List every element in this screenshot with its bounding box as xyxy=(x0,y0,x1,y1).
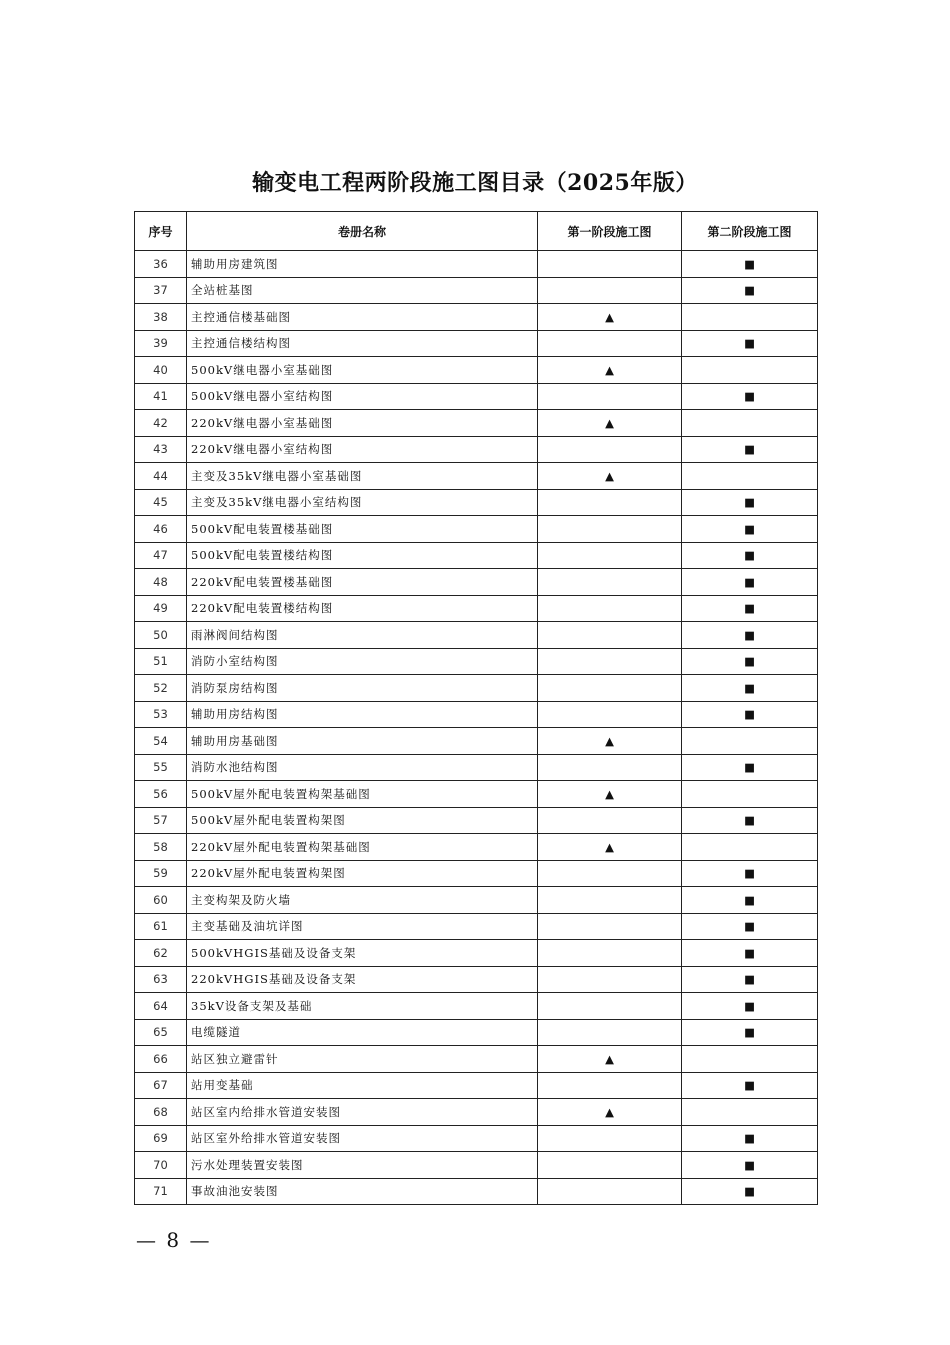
row-stage1-mark xyxy=(538,754,682,781)
row-seq: 36 xyxy=(135,251,187,278)
row-stage2-mark: ■ xyxy=(682,383,818,410)
row-stage1-mark xyxy=(538,860,682,887)
row-stage1-mark xyxy=(538,675,682,702)
row-volume-name: 事故油池安装图 xyxy=(187,1178,538,1205)
row-seq: 48 xyxy=(135,569,187,596)
table-row xyxy=(135,330,818,357)
row-volume-name: 辅助用房结构图 xyxy=(187,701,538,728)
row-stage1-mark xyxy=(538,940,682,967)
row-stage1-mark xyxy=(538,966,682,993)
row-seq: 40 xyxy=(135,357,187,384)
row-volume-name: 500kV屋外配电装置构架基础图 xyxy=(187,781,538,808)
row-stage1-mark xyxy=(538,330,682,357)
row-stage2-mark: ■ xyxy=(682,940,818,967)
row-stage2-mark: ■ xyxy=(682,516,818,543)
row-stage1-mark: ▲ xyxy=(538,1046,682,1073)
table-row xyxy=(135,622,818,649)
row-volume-name: 220kV屋外配电装置构架基础图 xyxy=(187,834,538,861)
row-stage2-mark: ■ xyxy=(682,1072,818,1099)
row-seq: 60 xyxy=(135,887,187,914)
row-stage2-mark xyxy=(682,1099,818,1126)
table-row xyxy=(135,463,818,490)
row-stage1-mark xyxy=(538,648,682,675)
table-body xyxy=(135,251,818,1205)
table-header-row xyxy=(135,212,818,251)
row-stage1-mark xyxy=(538,542,682,569)
row-stage2-mark xyxy=(682,834,818,861)
header-stage2: 第二阶段施工图 xyxy=(682,212,818,251)
table-row xyxy=(135,595,818,622)
table-row xyxy=(135,1046,818,1073)
table-row xyxy=(135,648,818,675)
row-stage2-mark xyxy=(682,410,818,437)
table-row xyxy=(135,542,818,569)
drawing-catalog-table xyxy=(134,211,818,1205)
row-volume-name: 辅助用房基础图 xyxy=(187,728,538,755)
table-row xyxy=(135,1178,818,1205)
row-seq: 54 xyxy=(135,728,187,755)
row-stage2-mark xyxy=(682,357,818,384)
row-stage1-mark xyxy=(538,887,682,914)
row-stage2-mark: ■ xyxy=(682,1019,818,1046)
row-volume-name: 消防水池结构图 xyxy=(187,754,538,781)
row-seq: 46 xyxy=(135,516,187,543)
row-stage1-mark xyxy=(538,913,682,940)
row-stage1-mark xyxy=(538,595,682,622)
row-seq: 59 xyxy=(135,860,187,887)
row-stage1-mark xyxy=(538,993,682,1020)
row-stage2-mark xyxy=(682,1046,818,1073)
row-stage1-mark: ▲ xyxy=(538,304,682,331)
row-stage2-mark: ■ xyxy=(682,622,818,649)
row-seq: 42 xyxy=(135,410,187,437)
row-seq: 52 xyxy=(135,675,187,702)
row-stage1-mark xyxy=(538,701,682,728)
table-row xyxy=(135,807,818,834)
page-number: — 8 — xyxy=(136,1228,212,1252)
table-row xyxy=(135,701,818,728)
header-stage1: 第一阶段施工图 xyxy=(538,212,682,251)
row-stage2-mark: ■ xyxy=(682,569,818,596)
row-stage2-mark: ■ xyxy=(682,277,818,304)
table-row xyxy=(135,277,818,304)
row-volume-name: 雨淋阀间结构图 xyxy=(187,622,538,649)
row-stage2-mark: ■ xyxy=(682,595,818,622)
row-volume-name: 主控通信楼基础图 xyxy=(187,304,538,331)
row-volume-name: 站区室外给排水管道安装图 xyxy=(187,1125,538,1152)
table-row xyxy=(135,304,818,331)
row-stage2-mark: ■ xyxy=(682,860,818,887)
row-stage1-mark: ▲ xyxy=(538,357,682,384)
row-stage2-mark xyxy=(682,304,818,331)
row-stage2-mark: ■ xyxy=(682,1152,818,1179)
table-row xyxy=(135,675,818,702)
row-volume-name: 500kV继电器小室基础图 xyxy=(187,357,538,384)
row-seq: 37 xyxy=(135,277,187,304)
row-stage1-mark xyxy=(538,1019,682,1046)
row-seq: 47 xyxy=(135,542,187,569)
table-row xyxy=(135,516,818,543)
row-stage2-mark xyxy=(682,728,818,755)
row-seq: 64 xyxy=(135,993,187,1020)
row-seq: 53 xyxy=(135,701,187,728)
row-seq: 43 xyxy=(135,436,187,463)
row-stage2-mark: ■ xyxy=(682,966,818,993)
table-row xyxy=(135,569,818,596)
table-row xyxy=(135,754,818,781)
table-row xyxy=(135,251,818,278)
row-stage2-mark: ■ xyxy=(682,807,818,834)
row-seq: 71 xyxy=(135,1178,187,1205)
row-seq: 55 xyxy=(135,754,187,781)
row-stage1-mark xyxy=(538,622,682,649)
row-volume-name: 220kV配电装置楼基础图 xyxy=(187,569,538,596)
row-stage1-mark: ▲ xyxy=(538,781,682,808)
row-stage2-mark: ■ xyxy=(682,675,818,702)
row-stage2-mark: ■ xyxy=(682,542,818,569)
row-stage2-mark xyxy=(682,781,818,808)
row-volume-name: 220kV继电器小室结构图 xyxy=(187,436,538,463)
row-stage2-mark: ■ xyxy=(682,887,818,914)
row-seq: 44 xyxy=(135,463,187,490)
table-row xyxy=(135,966,818,993)
row-volume-name: 站用变基础 xyxy=(187,1072,538,1099)
row-seq: 62 xyxy=(135,940,187,967)
row-volume-name: 220kV配电装置楼结构图 xyxy=(187,595,538,622)
row-stage1-mark xyxy=(538,516,682,543)
row-stage2-mark: ■ xyxy=(682,1125,818,1152)
row-volume-name: 220kV继电器小室基础图 xyxy=(187,410,538,437)
table-row xyxy=(135,887,818,914)
table-row xyxy=(135,1072,818,1099)
row-volume-name: 消防小室结构图 xyxy=(187,648,538,675)
row-volume-name: 主变基础及油坑详图 xyxy=(187,913,538,940)
page-title: 输变电工程两阶段施工图目录（2025年版） xyxy=(252,170,698,196)
table-row xyxy=(135,357,818,384)
row-volume-name: 主变及35kV继电器小室基础图 xyxy=(187,463,538,490)
row-stage2-mark: ■ xyxy=(682,330,818,357)
row-volume-name: 全站桩基图 xyxy=(187,277,538,304)
row-volume-name: 辅助用房建筑图 xyxy=(187,251,538,278)
row-stage1-mark xyxy=(538,1152,682,1179)
row-stage1-mark: ▲ xyxy=(538,834,682,861)
row-seq: 39 xyxy=(135,330,187,357)
table-row xyxy=(135,489,818,516)
row-seq: 68 xyxy=(135,1099,187,1126)
row-stage1-mark: ▲ xyxy=(538,410,682,437)
table-row xyxy=(135,860,818,887)
row-seq: 38 xyxy=(135,304,187,331)
table-row xyxy=(135,1099,818,1126)
row-stage1-mark xyxy=(538,1125,682,1152)
row-seq: 56 xyxy=(135,781,187,808)
row-stage2-mark: ■ xyxy=(682,993,818,1020)
row-seq: 50 xyxy=(135,622,187,649)
row-volume-name: 500kV配电装置楼结构图 xyxy=(187,542,538,569)
row-stage1-mark: ▲ xyxy=(538,728,682,755)
row-volume-name: 污水处理装置安装图 xyxy=(187,1152,538,1179)
table-row xyxy=(135,913,818,940)
table-row xyxy=(135,728,818,755)
row-seq: 45 xyxy=(135,489,187,516)
row-volume-name: 站区独立避雷针 xyxy=(187,1046,538,1073)
row-stage1-mark xyxy=(538,1178,682,1205)
row-stage1-mark xyxy=(538,277,682,304)
row-volume-name: 500kV屋外配电装置构架图 xyxy=(187,807,538,834)
header-seq: 序号 xyxy=(135,212,187,251)
row-stage1-mark xyxy=(538,489,682,516)
row-volume-name: 电缆隧道 xyxy=(187,1019,538,1046)
row-seq: 49 xyxy=(135,595,187,622)
row-volume-name: 35kV设备支架及基础 xyxy=(187,993,538,1020)
row-volume-name: 站区室内给排水管道安装图 xyxy=(187,1099,538,1126)
table-row xyxy=(135,436,818,463)
row-seq: 69 xyxy=(135,1125,187,1152)
row-seq: 51 xyxy=(135,648,187,675)
row-volume-name: 220kVHGIS基础及设备支架 xyxy=(187,966,538,993)
row-volume-name: 500kV配电装置楼基础图 xyxy=(187,516,538,543)
row-stage2-mark: ■ xyxy=(682,913,818,940)
row-stage1-mark xyxy=(538,1072,682,1099)
table-row xyxy=(135,993,818,1020)
row-volume-name: 500kVHGIS基础及设备支架 xyxy=(187,940,538,967)
row-seq: 57 xyxy=(135,807,187,834)
row-stage2-mark: ■ xyxy=(682,701,818,728)
row-seq: 63 xyxy=(135,966,187,993)
row-seq: 67 xyxy=(135,1072,187,1099)
table-row xyxy=(135,1152,818,1179)
row-seq: 65 xyxy=(135,1019,187,1046)
row-stage2-mark: ■ xyxy=(682,1178,818,1205)
row-volume-name: 500kV继电器小室结构图 xyxy=(187,383,538,410)
row-volume-name: 主控通信楼结构图 xyxy=(187,330,538,357)
table-row xyxy=(135,383,818,410)
row-stage1-mark: ▲ xyxy=(538,463,682,490)
row-seq: 58 xyxy=(135,834,187,861)
row-stage2-mark: ■ xyxy=(682,648,818,675)
header-name: 卷册名称 xyxy=(187,212,538,251)
row-stage2-mark: ■ xyxy=(682,489,818,516)
row-stage1-mark xyxy=(538,569,682,596)
row-stage1-mark: ▲ xyxy=(538,1099,682,1126)
table-row xyxy=(135,781,818,808)
row-stage1-mark xyxy=(538,807,682,834)
row-seq: 41 xyxy=(135,383,187,410)
row-stage2-mark: ■ xyxy=(682,436,818,463)
table-row xyxy=(135,410,818,437)
row-stage1-mark xyxy=(538,383,682,410)
row-volume-name: 主变及35kV继电器小室结构图 xyxy=(187,489,538,516)
row-stage1-mark xyxy=(538,436,682,463)
row-volume-name: 220kV屋外配电装置构架图 xyxy=(187,860,538,887)
row-volume-name: 消防泵房结构图 xyxy=(187,675,538,702)
row-stage1-mark xyxy=(538,251,682,278)
table-row xyxy=(135,834,818,861)
table-row xyxy=(135,940,818,967)
row-volume-name: 主变构架及防火墙 xyxy=(187,887,538,914)
row-stage2-mark xyxy=(682,463,818,490)
table-row xyxy=(135,1019,818,1046)
row-seq: 66 xyxy=(135,1046,187,1073)
row-seq: 61 xyxy=(135,913,187,940)
row-stage2-mark: ■ xyxy=(682,754,818,781)
row-seq: 70 xyxy=(135,1152,187,1179)
row-stage2-mark: ■ xyxy=(682,251,818,278)
table-row xyxy=(135,1125,818,1152)
